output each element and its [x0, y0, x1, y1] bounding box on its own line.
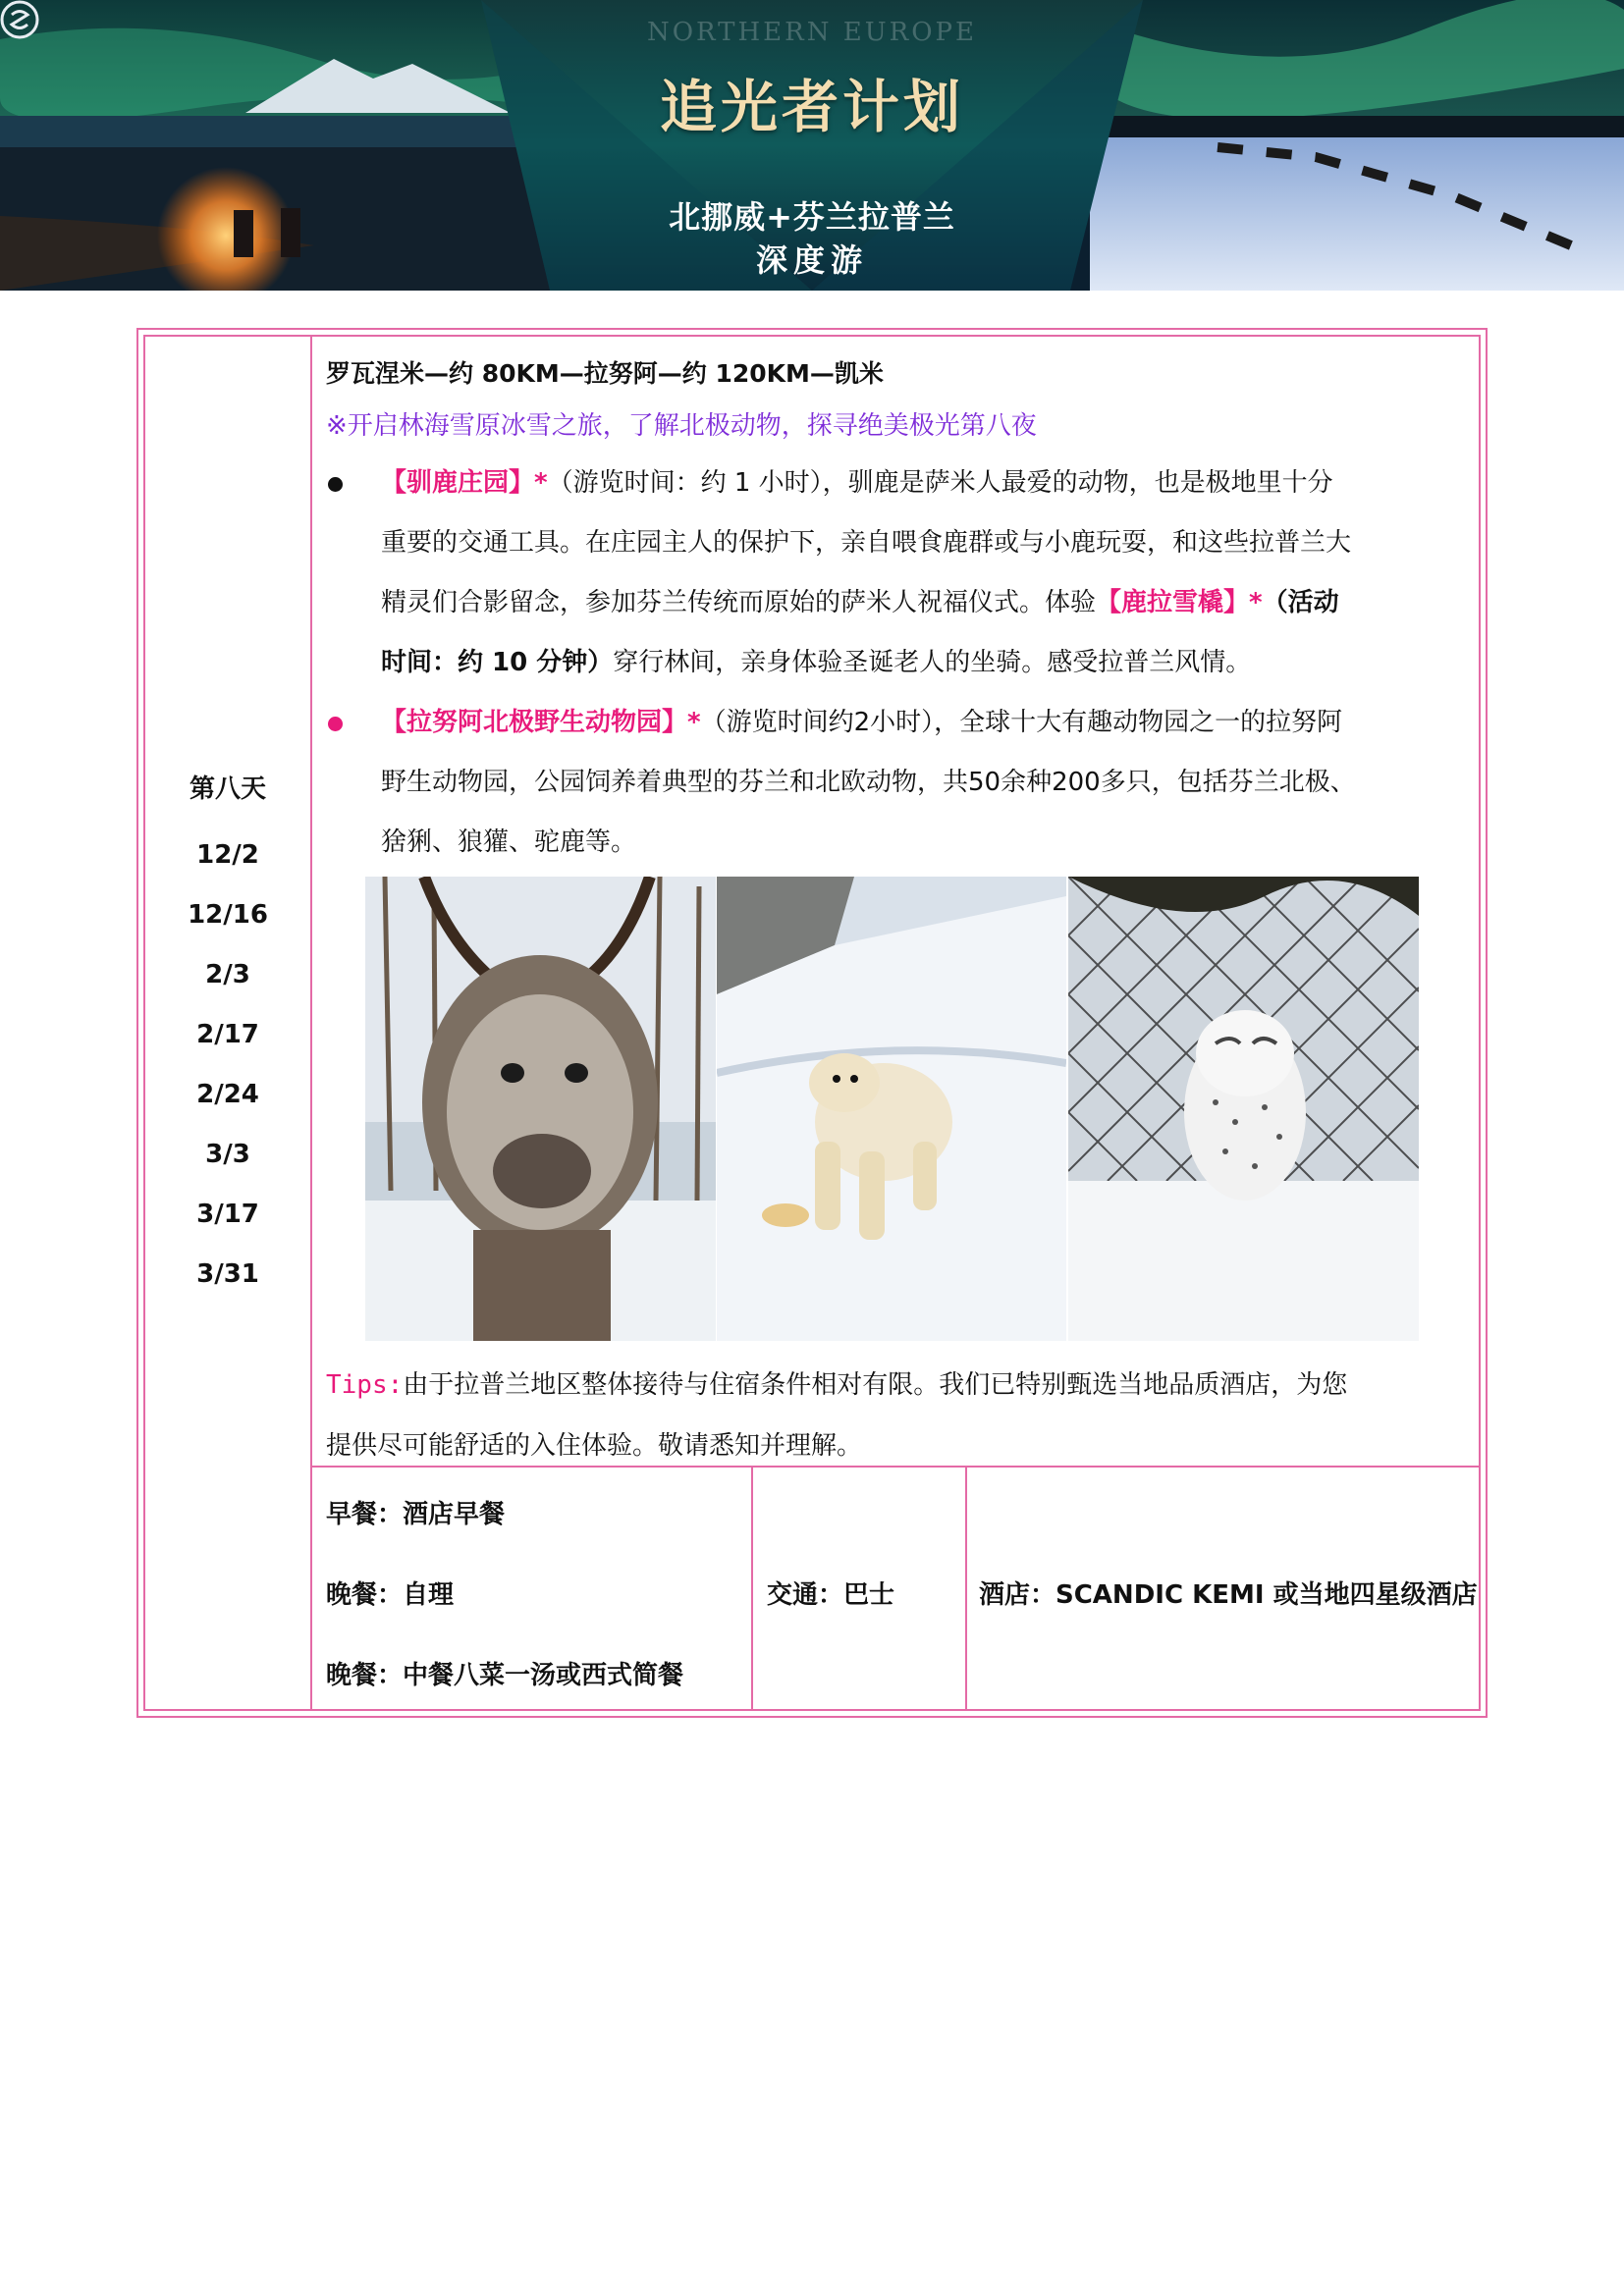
attraction-text: 野生动物园，公园饲养着典型的芬兰和北欧动物，共50余种200多只，包括芬兰北极、 — [381, 768, 1356, 797]
meal-lunch: 晚餐：自理 — [326, 1580, 455, 1610]
reindeer-photo — [365, 877, 716, 1341]
column-divider — [310, 337, 312, 1709]
day-title: 第八天 — [189, 774, 266, 804]
tips-text: 由于拉普兰地区整体接待与住宿条件相对有限。我们已特别甄选当地品质酒店，为您 — [403, 1370, 1348, 1400]
tips-note — [326, 1355, 1473, 1476]
departure-date: 12/16 — [188, 900, 268, 930]
banner-subtitle: 北挪威+芬兰拉普兰 — [669, 198, 955, 236]
activity-time: （活动 — [1262, 588, 1339, 617]
route-line: 罗瓦涅米—约 80KM—拉努阿—约 120KM—凯米 — [326, 359, 884, 388]
attraction-text: （游览时间约2小时），全球十大有趣动物园之一的拉努阿 — [700, 708, 1343, 737]
attraction-text: 猞猁、狼獾、驼鹿等。 — [381, 828, 637, 857]
photo-strip — [365, 877, 1419, 1341]
day-column — [145, 766, 310, 1305]
polar-bear-photo — [717, 877, 1066, 1341]
list-item — [326, 693, 1473, 873]
attraction-name: 【驯鹿庄园】* — [381, 468, 548, 498]
departure-date: 3/31 — [196, 1259, 259, 1289]
banner-title: 追光者计划 — [659, 74, 964, 140]
brand-logo-icon — [0, 0, 39, 39]
attraction-name: 【拉努阿北极野生动物园】* — [381, 708, 701, 737]
header-banner — [0, 0, 1624, 291]
departure-date: 3/3 — [205, 1140, 250, 1169]
snowy-owl-photo — [1068, 877, 1419, 1341]
activity-time: 时间：约 10 分钟） — [381, 648, 614, 677]
departure-date: 3/17 — [196, 1200, 259, 1229]
departure-date: 2/24 — [196, 1080, 259, 1109]
column-divider — [965, 1468, 967, 1709]
departure-date: 12/2 — [196, 840, 259, 870]
departure-date: 2/3 — [205, 960, 250, 989]
hotel-info: 酒店：SCANDIC KEMI 或当地四星级酒店 — [979, 1580, 1478, 1610]
column-divider — [751, 1468, 753, 1709]
bullet-dot-icon — [328, 477, 343, 492]
attraction-text: （游览时间：约 1 小时），驯鹿是萨米人最爱的动物，也是极地里十分 — [547, 468, 1333, 498]
banner-ghost-text: NORTHERN EUROPE — [646, 18, 978, 47]
meal-dinner: 晚餐：中餐八菜一汤或西式简餐 — [326, 1661, 684, 1690]
tips-label: Tips: — [326, 1370, 404, 1400]
day-content — [326, 349, 1473, 873]
transport-info: 交通：巴士 — [767, 1580, 895, 1610]
departure-date: 2/17 — [196, 1020, 259, 1049]
activity-name: 【鹿拉雪橇】* — [1096, 588, 1263, 617]
day-highlight: ※开启林海雪原冰雪之旅，了解北极动物，探寻绝美极光第八夜 — [326, 411, 1037, 441]
meal-breakfast: 早餐：酒店早餐 — [326, 1500, 506, 1529]
attraction-text: 精灵们合影留念，参加芬兰传统而原始的萨米人祝福仪式。体验 — [381, 588, 1097, 617]
attraction-text: 重要的交通工具。在庄园主人的保护下，亲自喂食鹿群或与小鹿玩耍，和这些拉普兰大 — [381, 528, 1352, 558]
list-item — [326, 454, 1473, 693]
banner-subtitle-2: 深度游 — [755, 241, 868, 279]
bullet-dot-icon — [328, 717, 343, 731]
attraction-text: 穿行林间，亲身体验圣诞老人的坐骑。感受拉普兰风情。 — [613, 648, 1252, 677]
tips-text: 提供尽可能舒适的入住体验。敬请悉知并理解。 — [326, 1431, 863, 1461]
